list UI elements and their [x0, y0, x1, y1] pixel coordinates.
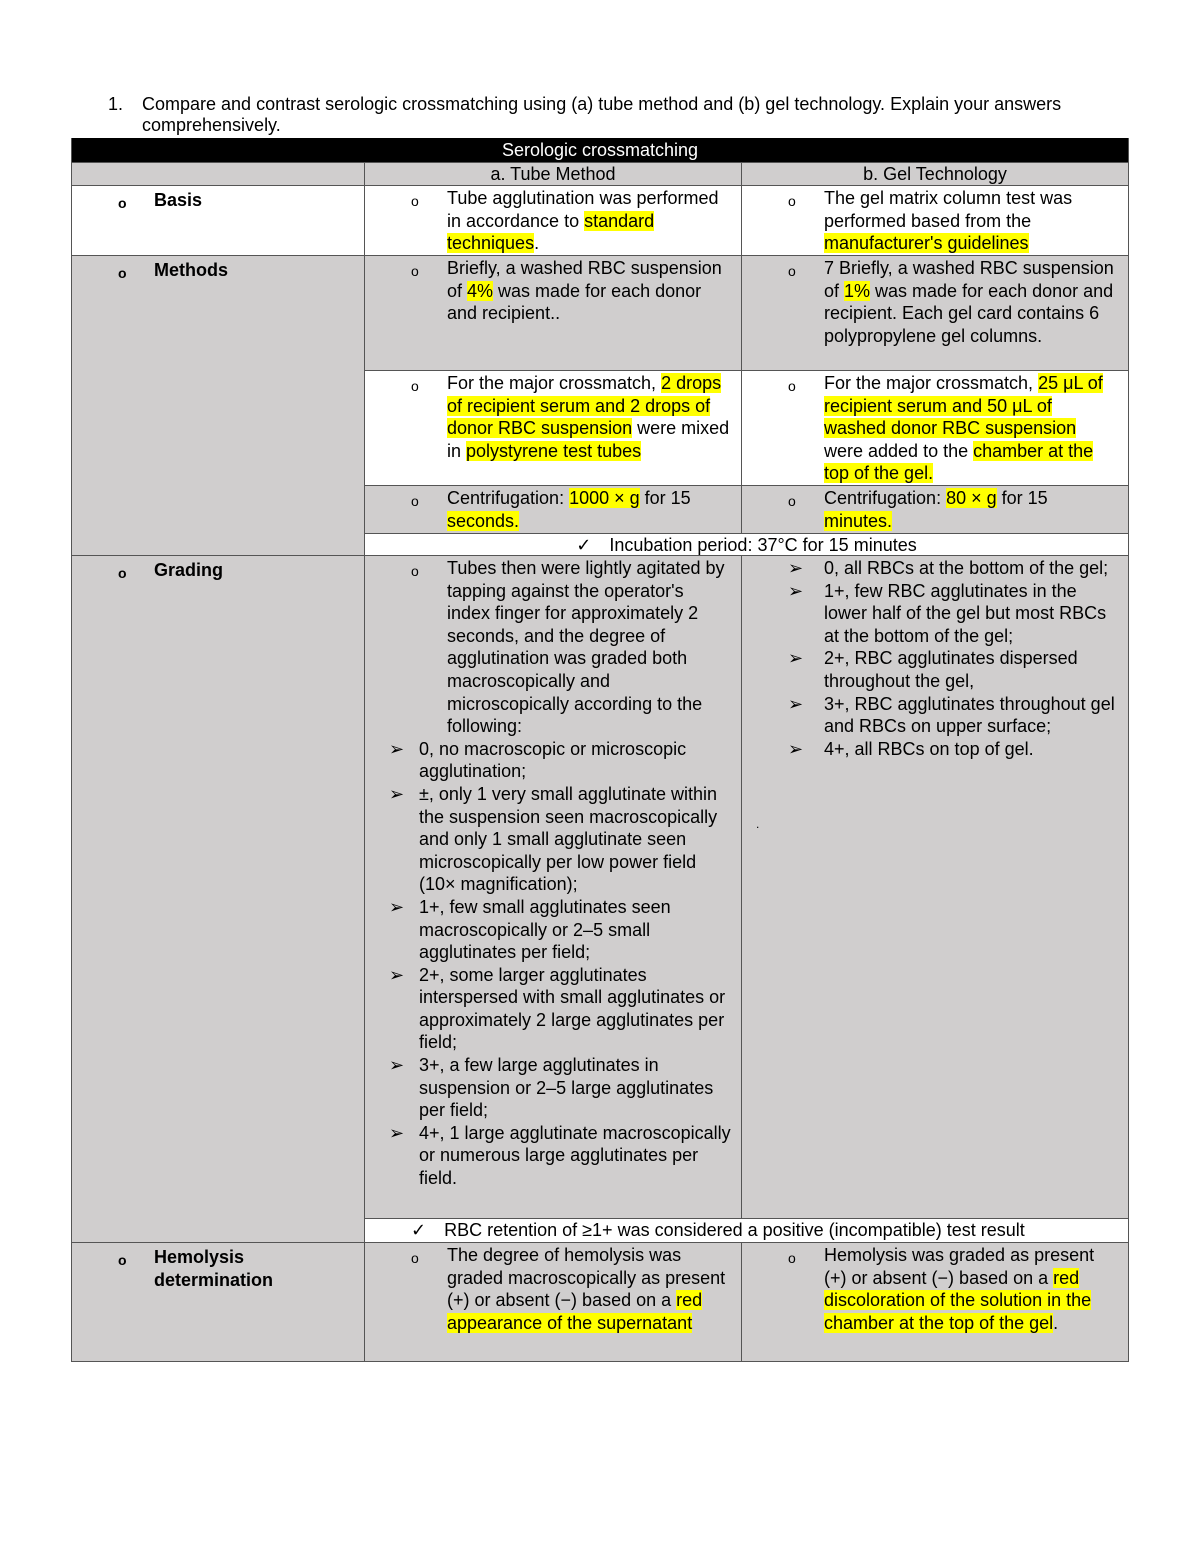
grading-tube-intro: Tubes then were lightly agitated by tapping against the operator's index finger for approximately 2 seconds, and the degree of agglutination was graded both macroscopically and microscopically according to the following: — [447, 558, 725, 737]
bullet-icon: o — [411, 263, 419, 279]
bullet-icon: o — [411, 193, 419, 209]
list-item: ➢ 0, all RBCs at the bottom of the gel; — [788, 558, 1109, 578]
hemolysis-gel: o Hemolysis was graded as present (+) or absent (−) based on a red discoloration of the solution in the chamber at the top of the gel. — [742, 1243, 1129, 1362]
table-title: Serologic crossmatching — [71, 138, 1129, 163]
checkmark-icon: ✓ — [576, 535, 592, 555]
row-label: Methods — [154, 260, 228, 280]
highlight: seconds. — [447, 510, 520, 531]
list-item: ➢ 4+, 1 large agglutinate macroscopically or numerous large agglutinates per field. — [389, 1122, 731, 1189]
arrow-bullet-icon: ➢ — [389, 1055, 405, 1076]
tube-grade-list — [365, 738, 741, 1190]
highlight: 1% — [844, 280, 871, 301]
list-item: ➢ 4+, all RBCs on top of gel. — [788, 738, 1034, 759]
bullet-icon: o — [118, 1252, 127, 1268]
highlight: 4% — [467, 280, 494, 301]
row-label: Grading — [154, 560, 224, 580]
retention-note — [365, 1219, 1129, 1243]
list-item: ➢ 2+, some larger agglutinates interspersed with small agglutinates or approximately 2 large agglutinates per field; — [389, 964, 726, 1053]
methods-major-tube: o For the major crossmatch, 2 drops of recipient serum and 2 drops of donor RBC suspension were mixed in polystyrene test tubes — [365, 371, 742, 486]
hemolysis-tube: o The degree of hemolysis was graded macroscopically as present (+) or absent (−) based on a red appearance of the supernatant — [365, 1243, 742, 1362]
highlight: chamber at the top of the gel. — [824, 440, 1094, 484]
highlight: 25 μL of recipient serum and 50 μL of washed donor RBC suspension — [824, 373, 1103, 439]
header-empty — [71, 163, 365, 186]
col-header-gel: b. Gel Technology — [742, 163, 1129, 186]
bullet-icon: o — [788, 193, 796, 209]
bullet-icon: o — [118, 565, 127, 581]
bullet-icon: o — [788, 1250, 796, 1266]
highlight: red appearance of the supernatant — [447, 1290, 703, 1333]
list-item: ➢ 2+, RBC agglutinates dispersed throughout the gel, — [788, 648, 1078, 691]
methods-centrifugation-gel: o Centrifugation: 80 × g for 15 minutes. — [742, 486, 1129, 534]
bullet-icon: o — [411, 378, 419, 394]
list-item: ➢ 1+, few small agglutinates seen macroscopically or 2–5 small agglutinates per field; — [389, 896, 671, 963]
row-header-methods — [71, 256, 365, 556]
arrow-bullet-icon: ➢ — [389, 1122, 405, 1143]
question-number: 1. — [108, 94, 124, 114]
list-item: ➢ 3+, a few large agglutinates in suspension or 2–5 large agglutinates per field; — [389, 1055, 714, 1121]
highlight: red discoloration of the solution in the chamber at the top of the gel — [824, 1267, 1092, 1333]
highlight: minutes. — [824, 510, 893, 531]
list-item: ➢ 0, no macroscopic or microscopic agglutination; — [389, 738, 687, 782]
bullet-icon: o — [788, 378, 796, 394]
checkmark-icon: ✓ — [411, 1220, 427, 1240]
basis-tube: o Tube agglutination was performed in accordance to standard techniques. — [365, 186, 742, 256]
list-item: ➢ 3+, RBC agglutinates throughout gel and RBCs on upper surface; — [788, 693, 1115, 737]
crossmatch-table — [71, 138, 1129, 1367]
grading-gel — [742, 556, 1129, 1219]
highlight: 80 × g — [946, 488, 997, 508]
arrow-bullet-icon: ➢ — [389, 896, 405, 917]
question-text: Compare and contrast serologic crossmatching using (a) tube method and (b) gel technology. Explain your answers comprehensively. — [142, 94, 1062, 135]
highlight: manufacturer's guidelines — [824, 233, 1029, 254]
methods-centrifugation-tube: o Centrifugation: 1000 × g for 15 seconds. — [365, 486, 742, 534]
row-header-grading — [71, 556, 365, 1243]
bullet-icon: o — [411, 493, 419, 509]
methods-major-gel: o For the major crossmatch, 25 μL of recipient serum and 50 μL of washed donor RBC suspension were added to the chamber at the top of the gel. — [742, 371, 1129, 486]
arrow-bullet-icon: ➢ — [788, 693, 804, 714]
row-header-hemolysis — [71, 1243, 365, 1362]
gel-grade-list — [742, 557, 1128, 760]
row-label: Hemolysis determination — [154, 1247, 274, 1290]
highlight: 2 drops of recipient serum and 2 drops of donor RBC suspension — [447, 373, 722, 439]
highlight: standard techniques — [447, 210, 655, 254]
retention-text: RBC retention of ≥1+ was considered a positive (incompatible) test result — [444, 1220, 1025, 1240]
arrow-bullet-icon: ➢ — [788, 738, 804, 759]
bullet-icon: o — [411, 1250, 419, 1266]
highlight: polystyrene test tubes — [466, 440, 642, 461]
arrow-bullet-icon: ➢ — [788, 558, 804, 578]
row-header-basis — [71, 186, 365, 256]
methods-suspension-gel: o 7 Briefly, a washed RBC suspension of 1% was made for each donor and recipient. Each gel card contains 6 polypropylene gel columns. — [742, 256, 1129, 371]
arrow-bullet-icon: ➢ — [389, 964, 405, 985]
incubation-note — [365, 534, 1129, 556]
stray-dot: . — [756, 817, 760, 831]
bullet-icon: o — [118, 195, 127, 211]
grading-tube — [365, 556, 742, 1219]
arrow-bullet-icon: ➢ — [788, 648, 804, 669]
arrow-bullet-icon: ➢ — [389, 783, 405, 804]
bullet-icon: o — [118, 265, 127, 281]
col-header-tube: a. Tube Method — [365, 163, 742, 186]
basis-gel: o The gel matrix column test was performed based from the manufacturer's guidelines — [742, 186, 1129, 256]
bullet-icon: o — [788, 263, 796, 279]
row-label: Basis — [154, 190, 203, 210]
methods-suspension-tube: o Briefly, a washed RBC suspension of 4% was made for each donor and recipient.. — [365, 256, 742, 371]
arrow-bullet-icon: ➢ — [788, 580, 804, 601]
list-item: ➢ ±, only 1 very small agglutinate within the suspension seen macroscopically and only 1 small agglutinate seen microscopically per low power field (10× magnification); — [389, 783, 718, 895]
arrow-bullet-icon: ➢ — [389, 738, 405, 759]
highlight: 1000 × g — [569, 488, 640, 508]
bullet-icon: o — [788, 493, 796, 509]
list-item: ➢ 1+, few RBC agglutinates in the lower half of the gel but most RBCs at the bottom of the gel; — [788, 580, 1107, 646]
bullet-icon: o — [411, 563, 419, 579]
incubation-text: Incubation period: 37°C for 15 minutes — [609, 535, 917, 555]
